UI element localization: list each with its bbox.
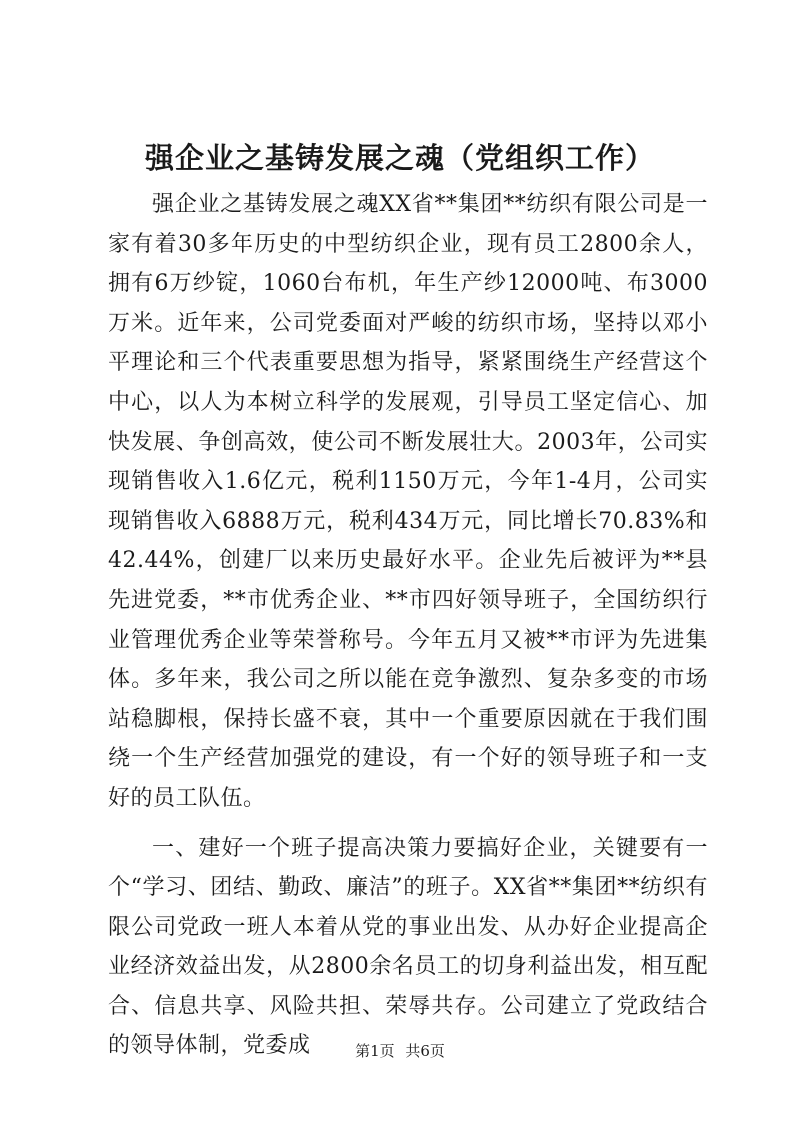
paragraph-intro: 强企业之基铸发展之魂XX省**集团**纺织有限公司是一家有着30多年历史的中型纺织企业，现有员工2800余人，拥有6万纱锭，1060台布机，年生产纱12000吨、布3000万米。近年来，公司党委面对严峻的纺织市场，坚持以邓小平理论和三个代表重要思想为指导，紧紧围绕生产经营这个中心，以人为本树立科学的发展观，引导员工坚定信心、加快发展、争创高效，使公司不断发展壮大。2003年，公司实现销售收入1.6亿元，税利1150万元，今年1-4月，公司实现销售收入6888万元，税利434万元，同比增长70.83%和42.44%，创建厂以来历史最好水平。企业先后被评为**县先进党委，**市优秀企业、**市四好领导班子，全国纺织行业管理优秀企业等荣誉称号。今年五月又被**市评为先进集体。多年来，我公司之所以能在竞争激烈、复杂多变的市场站稳脚根，保持长盛不衰，其中一个重要原因就在于我们围绕一个生产经营加强党的建设，有一个好的领导班子和一支好的员工队伍。: [108, 192, 708, 811]
paragraph-section-one: 一、建好一个班子提高决策力要搞好企业，关键要有一个“学习、团结、勤政、廉洁”的班子。XX省**集团**纺织有限公司党政一班人本着从党的事业出发、从办好企业提高企业经济效益出发，从2800余名员工的切身利益出发，相互配合、信息共享、风险共担、荣辱共存。公司建立了党政结合的领导体制，党委成: [108, 835, 708, 1059]
page-number: 第1页: [355, 1042, 395, 1060]
document-body: [108, 185, 708, 1066]
page-footer: [0, 1041, 800, 1061]
document-title: 强企业之基铸发展之魂（党组织工作）: [144, 141, 655, 175]
page-total: 共6页: [405, 1042, 445, 1060]
